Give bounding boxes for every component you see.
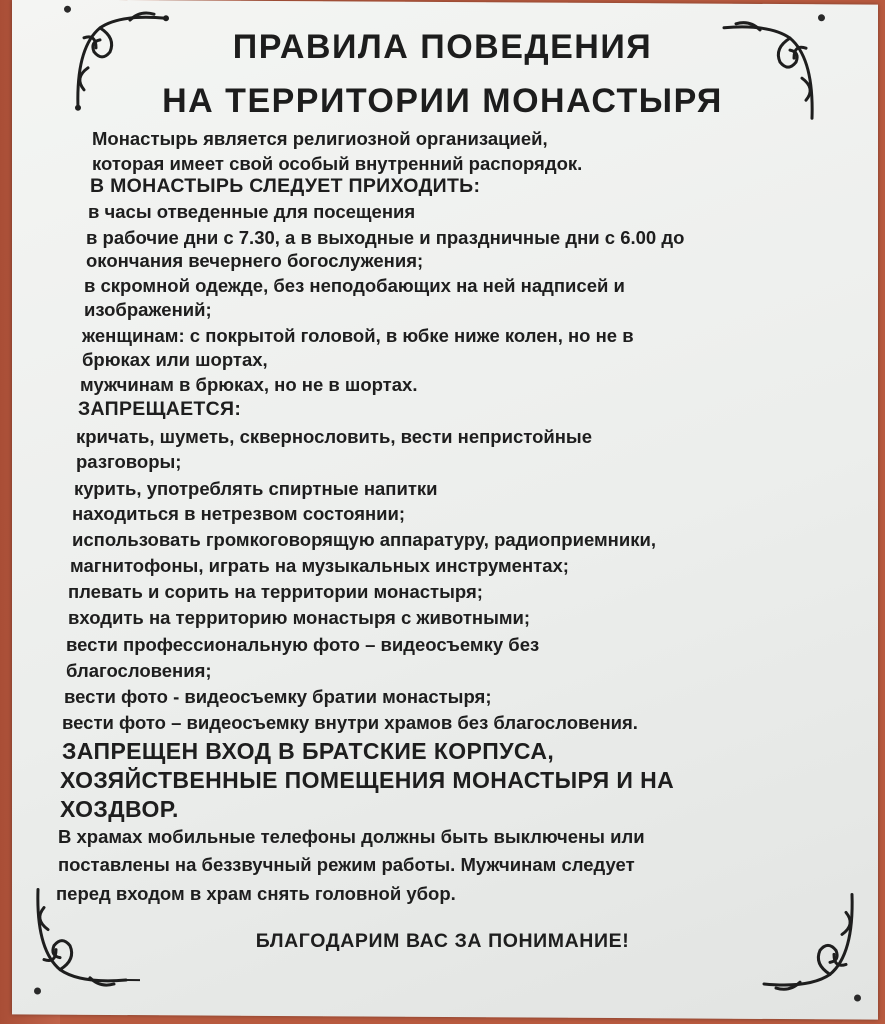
rule-line: курить, употреблять спиртные напитки: [74, 478, 438, 499]
rule-line: поставлены на беззвучный режим работы. Мужчинам следует: [58, 854, 635, 875]
rule-line: вести профессиональную фото – видеосъемку без: [66, 634, 540, 655]
rule-line: Монастырь является религиозной организацией,: [92, 128, 548, 149]
rule-line: женщинам: с покрытой головой, в юбке ниже колен, но не в: [82, 325, 634, 346]
rule-line: вести фото – видеосъемку внутри храмов без благословения.: [62, 712, 638, 733]
rule-line: которая имеет свой особый внутренний распорядок.: [92, 153, 583, 174]
rule-line: перед входом в храм снять головной убор.: [56, 883, 456, 904]
rule-line: благословения;: [66, 660, 212, 681]
rule-line: кричать, шуметь, сквернословить, вести непристойные: [76, 426, 593, 447]
section-heading: ЗАПРЕЩАЕТСЯ:: [78, 398, 242, 420]
section-heading: В МОНАСТЫРЬ СЛЕДУЕТ ПРИХОДИТЬ:: [90, 175, 481, 197]
prohibition-heading: ХОЗЯЙСТВЕННЫЕ ПОМЕЩЕНИЯ МОНАСТЫРЯ И НА: [60, 767, 675, 793]
rule-line: разговоры;: [76, 451, 182, 472]
prohibition-heading: ХОЗДВОР.: [60, 796, 179, 822]
rule-line: магнитофоны, играть на музыкальных инструментах;: [70, 555, 569, 576]
rule-line: брюках или шортах,: [82, 349, 268, 370]
rule-line: использовать громкоговорящую аппаратуру, радиоприемники,: [72, 529, 656, 550]
rule-line: изображений;: [84, 299, 212, 320]
rule-line: плевать и сорить на территории монастыря;: [68, 581, 483, 602]
rule-line: В храмах мобильные телефоны должны быть выключены или: [58, 826, 645, 847]
rule-line: входить на территорию монастыря с животными;: [68, 607, 531, 628]
footer-thanks: БЛАГОДАРИМ ВАС ЗА ПОНИМАНИЕ!: [255, 930, 630, 952]
rule-line: окончания вечернего богослужения;: [86, 250, 424, 271]
rule-line: в скромной одежде, без неподобающих на ней надписей и: [84, 275, 625, 296]
rule-line: в часы отведенные для посещения: [88, 201, 416, 222]
sign-title-line-2: НА ТЕРРИТОРИИ МОНАСТЫРЯ: [162, 82, 723, 120]
screw-icon: [854, 994, 861, 1001]
rule-line: в рабочие дни с 7.30, а в выходные и праздничные дни с 6.00 до: [86, 227, 685, 248]
rule-line: вести фото - видеосъемку братии монастыря;: [64, 686, 492, 707]
sign-title-line-1: ПРАВИЛА ПОВЕДЕНИЯ: [232, 28, 653, 66]
rule-line: находиться в нетрезвом состоянии;: [72, 503, 406, 524]
prohibition-heading: ЗАПРЕЩЕН ВХОД В БРАТСКИЕ КОРПУСА,: [62, 738, 555, 764]
rule-line: мужчинам в брюках, но не в шортах.: [80, 374, 418, 395]
